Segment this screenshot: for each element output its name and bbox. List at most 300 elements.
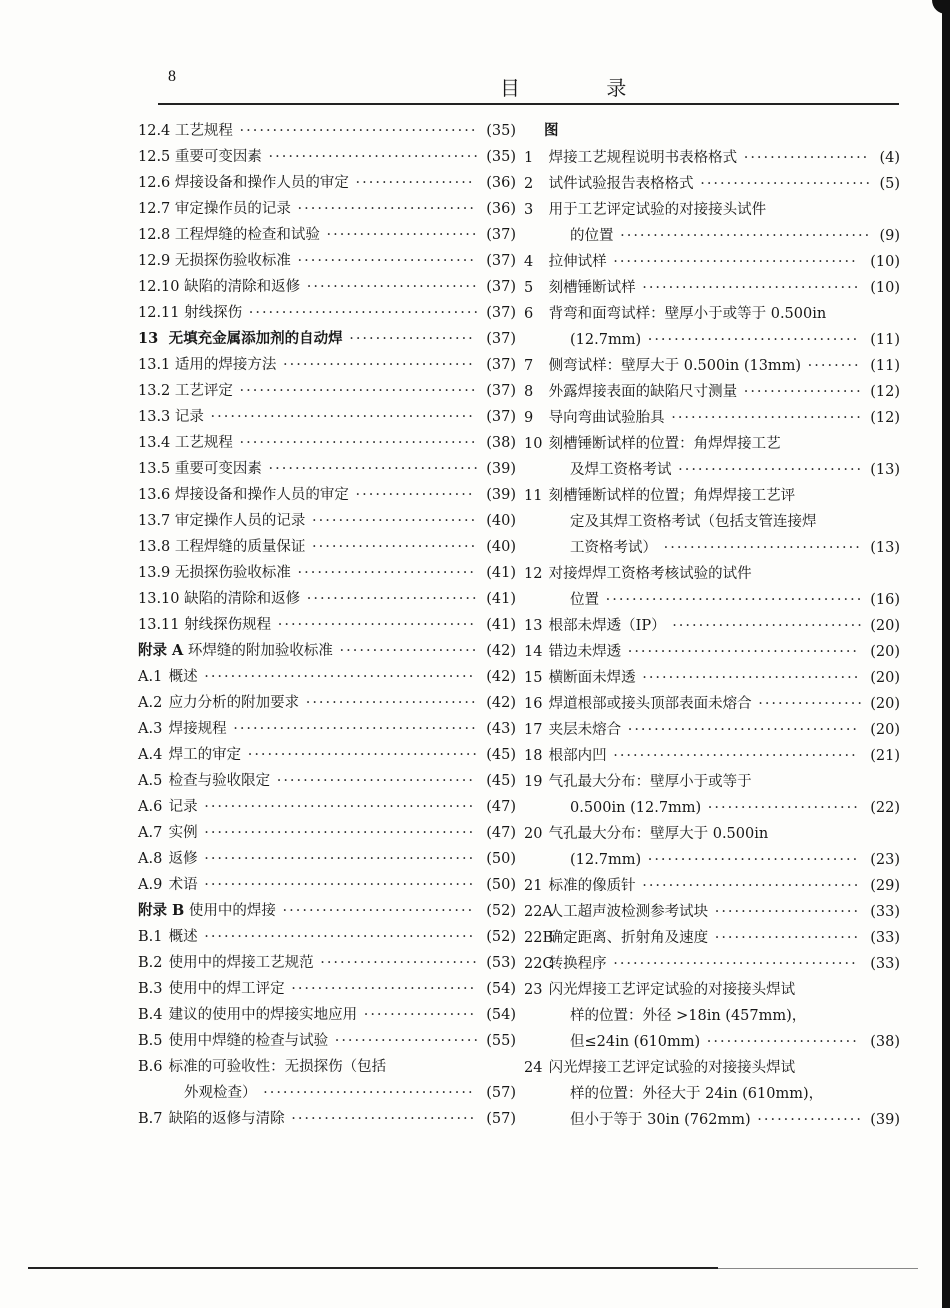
toc-entry-number: 13.8 <box>138 539 171 555</box>
toc-entry <box>138 768 516 794</box>
toc-entry-page: (20) <box>870 696 900 712</box>
toc-entry-page: (41) <box>486 617 516 633</box>
toc-entry <box>524 1003 900 1029</box>
leader-dots: ······························ <box>657 540 862 556</box>
toc-entry-number: 14 <box>524 644 543 660</box>
toc-entry <box>138 976 516 1002</box>
toc-entry-page: (41) <box>486 565 516 581</box>
toc-entry <box>138 456 516 482</box>
toc-entry-title: 闪光焊接工艺评定试验的对接接头焊试 <box>548 1060 796 1076</box>
toc-entry <box>138 664 516 690</box>
toc-entry-page: (37) <box>486 383 516 399</box>
toc-entry-title: 使用中焊缝的检查与试验 <box>168 1033 329 1049</box>
leader-dots: ································ <box>256 1085 475 1101</box>
toc-entry-number: B.1 <box>138 929 163 945</box>
toc-entry <box>138 846 516 872</box>
toc-entry-page: (47) <box>486 825 516 841</box>
toc-entry <box>138 872 516 898</box>
leader-dots: ······················· <box>701 800 860 816</box>
toc-entry-title: 试件试验报告表格格式 <box>548 176 694 192</box>
toc-entry <box>524 535 900 561</box>
toc-entry-number: 13.10 <box>138 591 180 607</box>
leader-dots: ··································· <box>621 644 860 660</box>
toc-entry-number: 3 <box>524 202 534 218</box>
toc-entry-title: 气孔最大分布：壁厚大于 0.500in <box>548 826 769 842</box>
leader-dots: ····························· <box>275 903 475 919</box>
toc-entry-title: 横断面未焊透 <box>548 670 636 686</box>
toc-entry-number: 12.11 <box>138 305 180 321</box>
leader-dots: ······································ <box>613 228 872 244</box>
toc-entry-page: (20) <box>870 670 900 686</box>
toc-entry <box>138 430 516 456</box>
leader-dots: ······················· <box>700 1034 859 1050</box>
toc-entry-number: 17 <box>524 722 543 738</box>
toc-entry-title: 根部未焊透（IP） <box>548 618 666 634</box>
toc-entry-title: 工程焊缝的质量保证 <box>174 539 306 555</box>
toc-entry-title: 刻槽锤断试样的位置：角焊焊接工艺 <box>548 436 781 452</box>
toc-entry-title: 使用中的焊接工艺规范 <box>168 955 314 971</box>
leader-dots: ··························· <box>290 201 476 217</box>
toc-entry-page: (37) <box>486 305 516 321</box>
toc-entry-number: 12.10 <box>138 279 180 295</box>
toc-entry-page: (42) <box>486 695 516 711</box>
toc-entry-title: 术语 <box>168 877 198 893</box>
toc-entry-title: 建议的使用中的焊接实地应用 <box>168 1007 358 1023</box>
toc-entry-title: 审定操作员的记录 <box>174 201 291 217</box>
toc-entry-page: (50) <box>486 877 516 893</box>
leader-dots: ·················· <box>348 487 475 503</box>
toc-entry-title: 射线探伤规程 <box>184 617 272 633</box>
toc-entry-number: 13.3 <box>138 409 171 425</box>
leader-dots: ······························ <box>270 773 475 789</box>
leader-dots: ·························· <box>300 591 479 607</box>
toc-entry-title: (12.7mm) <box>570 332 642 348</box>
toc-entry-title: 对接焊焊工资格考核试验的试件 <box>548 566 752 582</box>
toc-entry <box>138 690 516 716</box>
leader-dots: ··························· <box>290 253 476 269</box>
toc-entry-title: 记录 <box>174 409 204 425</box>
leader-dots: ······································· <box>599 592 864 608</box>
toc-entry-number: 12 <box>524 566 543 582</box>
toc-entry <box>138 1106 516 1132</box>
toc-entry <box>524 847 900 873</box>
toc-entry-page: (52) <box>486 903 516 919</box>
leader-dots: ····························· <box>276 357 475 373</box>
toc-entry <box>524 379 900 405</box>
toc-entry-number: 12.5 <box>138 149 171 165</box>
toc-entry-number: A.6 <box>138 799 163 815</box>
toc-entry-number: A.7 <box>138 825 163 841</box>
toc-entry-title: 但≤24in (610mm) <box>570 1034 701 1050</box>
toc-entry-title: 的位置 <box>570 228 614 244</box>
toc-entry-title: 适用的焊接方法 <box>174 357 277 373</box>
toc-entry-page: (33) <box>870 930 900 946</box>
toc-entry-page: (20) <box>870 722 900 738</box>
toc-entry <box>524 353 900 379</box>
leader-dots: ················ <box>750 1112 863 1128</box>
toc-entry-page: (54) <box>486 981 516 997</box>
toc-entry-number: B.5 <box>138 1033 163 1049</box>
toc-entry-page: (9) <box>879 228 900 244</box>
leader-dots: ································· <box>635 280 861 296</box>
toc-entry-page: (20) <box>870 618 900 634</box>
toc-entry <box>524 1107 900 1133</box>
toc-entry <box>524 691 900 717</box>
toc-entry-title: 缺陷的清除和返修 <box>184 591 301 607</box>
toc-entry-title: 标准的像质针 <box>548 878 636 894</box>
toc-entry-number: 24 <box>524 1060 543 1076</box>
toc-entry-number: 23 <box>524 982 543 998</box>
toc-entry-page: (22) <box>870 800 900 816</box>
toc-entry-title: 确定距离、折射角及速度 <box>548 930 709 946</box>
toc-entry <box>524 327 900 353</box>
toc-entry-number: 13.2 <box>138 383 171 399</box>
toc-entry-page: (21) <box>870 748 900 764</box>
toc-entry-number: B.7 <box>138 1111 163 1127</box>
leader-dots: ········································· <box>197 669 476 685</box>
toc-entry-number: 8 <box>524 384 534 400</box>
toc-entry-title: 记录 <box>168 799 198 815</box>
toc-entry-page: (47) <box>486 799 516 815</box>
toc-entry-page: (50) <box>486 851 516 867</box>
toc-entry-title: 工程焊缝的检查和试验 <box>174 227 320 243</box>
toc-entry-title: 刻槽锤断试样的位置；角焊焊接工艺评 <box>548 488 796 504</box>
toc-entry <box>524 145 900 171</box>
toc-entry <box>524 301 900 327</box>
toc-entry-page: (33) <box>870 904 900 920</box>
toc-entry <box>524 431 900 457</box>
toc-entry-title: 工艺评定 <box>174 383 233 399</box>
toc-entry-title: 定及其焊工资格考试（包括支管连接焊 <box>570 514 817 530</box>
toc-entry <box>138 222 516 248</box>
toc-entry-number: 13.4 <box>138 435 171 451</box>
toc-entry-page: (42) <box>486 669 516 685</box>
toc-entry-page: (45) <box>486 773 516 789</box>
toc-entry-title: 闪光焊接工艺评定试验的对接接头焊试 <box>548 982 796 998</box>
toc-entry-title: 使用中的焊接 <box>188 903 276 919</box>
toc-entry <box>138 482 516 508</box>
toc-entry-title: 焊接规程 <box>168 721 227 737</box>
page-title: 目 录 <box>500 76 667 100</box>
toc-entry <box>524 899 900 925</box>
toc-entry-page: (20) <box>870 644 900 660</box>
leader-dots: ························· <box>305 513 478 529</box>
toc-entry-title: 应力分析的附加要求 <box>168 695 300 711</box>
leader-dots: ····································· <box>606 254 858 270</box>
toc-entry-number: 22B <box>524 930 554 946</box>
toc-entry <box>138 534 516 560</box>
toc-entry-page: (36) <box>486 201 516 217</box>
toc-entry <box>524 249 900 275</box>
leader-dots: ······························ <box>271 617 477 633</box>
toc-entry <box>524 795 900 821</box>
toc-entry <box>138 508 516 534</box>
toc-entry-page: (10) <box>870 254 900 270</box>
toc-entry-title: 夹层未熔合 <box>548 722 622 738</box>
toc-entry-number: B.6 <box>138 1059 163 1075</box>
toc-entry-title: 及焊工资格考试 <box>570 462 672 478</box>
toc-entry-page: (37) <box>486 253 516 269</box>
toc-entry-page: (39) <box>486 487 516 503</box>
leader-dots: ··················· <box>342 331 475 347</box>
toc-entry-title: 返修 <box>168 851 198 867</box>
toc-entry-number: 13 <box>138 330 159 347</box>
leader-dots: ········································ <box>203 409 475 425</box>
toc-entry <box>138 742 516 768</box>
toc-entry <box>138 144 516 170</box>
leader-dots: ········································· <box>197 877 476 893</box>
toc-entry-title: 外观检查） <box>184 1085 257 1101</box>
toc-entry-title: 焊工的审定 <box>168 747 242 763</box>
toc-entry-page: (36) <box>486 175 516 191</box>
toc-entry-title: 样的位置：外径 >18in (457mm)， <box>570 1008 807 1024</box>
toc-entry-page: (37) <box>486 331 516 347</box>
toc-entry-page: (54) <box>486 1007 516 1023</box>
leader-dots: ················ <box>751 696 864 712</box>
toc-entry-number: 5 <box>524 280 534 296</box>
leader-dots: ···································· <box>232 123 478 139</box>
toc-entry-number: 11 <box>524 488 543 504</box>
toc-entry-page: (13) <box>870 540 900 556</box>
toc-entry <box>138 196 516 222</box>
toc-entry <box>138 326 516 352</box>
leader-dots: ····························· <box>664 410 863 426</box>
toc-entry <box>524 405 900 431</box>
toc-entry <box>138 1080 516 1106</box>
toc-entry-title: 检查与验收限定 <box>168 773 271 789</box>
leader-dots: ································ <box>261 149 481 165</box>
toc-entry-title: 焊接设备和操作人员的审定 <box>174 487 349 503</box>
toc-entry-number: 13.9 <box>138 565 171 581</box>
toc-entry-page: (57) <box>486 1085 516 1101</box>
toc-entry-title: 重要可变因素 <box>174 149 262 165</box>
toc-entry <box>138 378 516 404</box>
toc-entry-page: (39) <box>486 461 516 477</box>
leader-dots: ························ <box>313 955 479 971</box>
toc-entry <box>524 821 900 847</box>
toc-entry-page: (52) <box>486 929 516 945</box>
toc-entry-page: (37) <box>486 227 516 243</box>
toc-entry-page: (55) <box>486 1033 516 1049</box>
figures-heading: 图 <box>544 122 559 139</box>
toc-entry-page: (43) <box>486 721 516 737</box>
toc-entry-number: 22C <box>524 956 554 972</box>
toc-entry <box>138 716 516 742</box>
toc-entry <box>138 352 516 378</box>
toc-entry-number: B.2 <box>138 955 163 971</box>
toc-entry-page: (33) <box>870 956 900 972</box>
toc-entry <box>138 1002 516 1028</box>
toc-entry <box>138 638 516 664</box>
toc-entry-page: (16) <box>870 592 900 608</box>
toc-entry-number: A.8 <box>138 851 163 867</box>
toc-entry-title: 外露焊接表面的缺陷尺寸测量 <box>548 384 738 400</box>
toc-entry-number: 21 <box>524 878 543 894</box>
toc-entry-page: (11) <box>870 358 900 374</box>
toc-right-column <box>524 118 900 1133</box>
page-corner-shadow <box>932 0 950 14</box>
leader-dots: ··························· <box>290 565 476 581</box>
leader-dots: ································· <box>635 878 861 894</box>
toc-entry <box>524 457 900 483</box>
leader-dots: ····························· <box>665 618 864 634</box>
toc-entry <box>138 586 516 612</box>
toc-entry-title: 标准的可验收性：无损探伤（包括 <box>168 1059 387 1075</box>
toc-entry <box>524 483 900 509</box>
toc-entry-title: 无损探伤验收标准 <box>174 565 291 581</box>
toc-entry-title: 概述 <box>168 929 198 945</box>
leader-dots: ································· <box>635 670 861 686</box>
toc-entry <box>524 613 900 639</box>
leader-dots: ································ <box>641 332 860 348</box>
toc-entry-title: 焊接设备和操作人员的审定 <box>174 175 349 191</box>
toc-entry <box>524 951 900 977</box>
toc-entry-title: 无填充金属添加剂的自动焊 <box>168 330 343 347</box>
leader-dots: ····································· <box>606 956 858 972</box>
toc-entry-page: (4) <box>879 150 900 166</box>
leader-dots: ································ <box>261 461 481 477</box>
leader-dots: ···························· <box>284 981 477 997</box>
toc-entry-title: 工艺规程 <box>174 123 233 139</box>
toc-entry-page: (12) <box>870 410 900 426</box>
toc-entry-title: 转换程序 <box>548 956 607 972</box>
toc-entry <box>524 639 900 665</box>
toc-entry-title: 人工超声波检测参考试块 <box>548 904 709 920</box>
toc-entry-number: 附录 B <box>138 902 185 919</box>
toc-entry-page: (41) <box>486 591 516 607</box>
toc-entry-number: 10 <box>524 436 543 452</box>
leader-dots: ··································· <box>241 747 480 763</box>
toc-entry-title: 环焊缝的附加验收标准 <box>187 643 333 659</box>
toc-entry-page: (42) <box>486 643 516 659</box>
toc-entry <box>138 1054 516 1080</box>
toc-entry <box>138 1028 516 1054</box>
toc-entry-number: 18 <box>524 748 543 764</box>
toc-entry <box>524 197 900 223</box>
leader-dots: ····································· <box>226 721 478 737</box>
toc-entry <box>524 925 900 951</box>
leader-dots: ········································· <box>197 799 476 815</box>
toc-entry-number: A.1 <box>138 669 163 685</box>
leader-dots: ········································· <box>197 825 476 841</box>
toc-entry <box>524 561 900 587</box>
toc-entry-number: B.4 <box>138 1007 163 1023</box>
leader-dots: ·························· <box>299 695 478 711</box>
toc-entry-number: A.3 <box>138 721 163 737</box>
bottom-rule <box>28 1267 718 1269</box>
toc-entry-number: 15 <box>524 670 543 686</box>
bottom-rule-faint <box>718 1268 918 1269</box>
toc-entry-number: 12.8 <box>138 227 171 243</box>
toc-entry <box>138 118 516 144</box>
leader-dots: ········ <box>801 358 861 374</box>
page-header <box>150 58 900 98</box>
toc-entry-title: 用于工艺评定试验的对接接头试件 <box>548 202 767 218</box>
toc-entry-page: (37) <box>486 409 516 425</box>
toc-entry-number: 12.4 <box>138 123 171 139</box>
leader-dots: ······················ <box>708 904 861 920</box>
leader-dots: ······················· <box>319 227 479 243</box>
toc-entry-number: 13 <box>524 618 543 634</box>
page-spine-shadow <box>942 0 950 1308</box>
toc-entry-title: 焊道根部或接头顶部表面未熔合 <box>548 696 752 712</box>
toc-entry <box>138 300 516 326</box>
leader-dots: ····································· <box>606 748 858 764</box>
leader-dots: ······················ <box>328 1033 481 1049</box>
toc-entry-page: (35) <box>486 123 516 139</box>
leader-dots: ··································· <box>242 305 481 321</box>
toc-entry-title: 根部内凹 <box>548 748 607 764</box>
toc-entry <box>138 560 516 586</box>
toc-entry <box>138 170 516 196</box>
toc-entry-page: (37) <box>486 279 516 295</box>
toc-entry <box>524 223 900 249</box>
toc-entry-page: (35) <box>486 149 516 165</box>
toc-entry-number: 13.11 <box>138 617 180 633</box>
leader-dots: ········································· <box>197 851 476 867</box>
toc-entry <box>138 950 516 976</box>
toc-entry <box>524 873 900 899</box>
toc-entry-page: (12) <box>870 384 900 400</box>
leader-dots: ·················· <box>348 175 475 191</box>
toc-entry-title: 无损探伤验收标准 <box>174 253 291 269</box>
toc-entry-title: 但小于等于 30in (762mm) <box>570 1112 751 1128</box>
toc-entry-page: (5) <box>879 176 900 192</box>
leader-dots: ·························· <box>300 279 479 295</box>
toc-entry-number: 2 <box>524 176 534 192</box>
toc-entry <box>524 275 900 301</box>
toc-entry-number: 22A <box>524 904 553 920</box>
toc-entry-number: 附录 A <box>138 642 184 659</box>
leader-dots: ···························· <box>671 462 864 478</box>
leader-dots: ···························· <box>284 1111 477 1127</box>
toc-entry-title: 审定操作人员的记录 <box>174 513 306 529</box>
toc-entry-page: (29) <box>870 878 900 894</box>
toc-entry-page: (45) <box>486 747 516 763</box>
toc-entry-page: (10) <box>870 280 900 296</box>
toc-entry-title: 概述 <box>168 669 198 685</box>
toc-entry <box>138 274 516 300</box>
toc-entry-title: 重要可变因素 <box>174 461 262 477</box>
toc-entry-number: 7 <box>524 358 534 374</box>
toc-entry-title: 侧弯试样：壁厚大于 0.500in (13mm) <box>548 358 802 374</box>
leader-dots: ···································· <box>232 383 478 399</box>
leader-dots: ·················· <box>737 384 863 400</box>
toc-entry-number: 13.1 <box>138 357 171 373</box>
toc-entry-number: 13.5 <box>138 461 171 477</box>
leader-dots: ···································· <box>232 435 478 451</box>
toc-entry-page: (39) <box>870 1112 900 1128</box>
toc-entry-title: 0.500in (12.7mm) <box>570 800 702 816</box>
toc-entry <box>524 717 900 743</box>
toc-entry-page: (13) <box>870 462 900 478</box>
toc-entry-page: (23) <box>870 852 900 868</box>
leader-dots: ································ <box>641 852 860 868</box>
toc-entry-number: 20 <box>524 826 543 842</box>
toc-entry-title: 位置 <box>570 592 599 608</box>
toc-entry-page: (11) <box>870 332 900 348</box>
toc-entry <box>138 924 516 950</box>
toc-entry <box>524 769 900 795</box>
leader-dots: ····················· <box>332 643 479 659</box>
toc-entry <box>524 171 900 197</box>
toc-entry-number: A.5 <box>138 773 163 789</box>
toc-entry-number: 16 <box>524 696 543 712</box>
toc-entry-title: 射线探伤 <box>184 305 243 321</box>
toc-entry-page: (38) <box>486 435 516 451</box>
toc-entry-number: 1 <box>524 150 534 166</box>
toc-entry-title: 焊接工艺规程说明书表格格式 <box>548 150 738 166</box>
